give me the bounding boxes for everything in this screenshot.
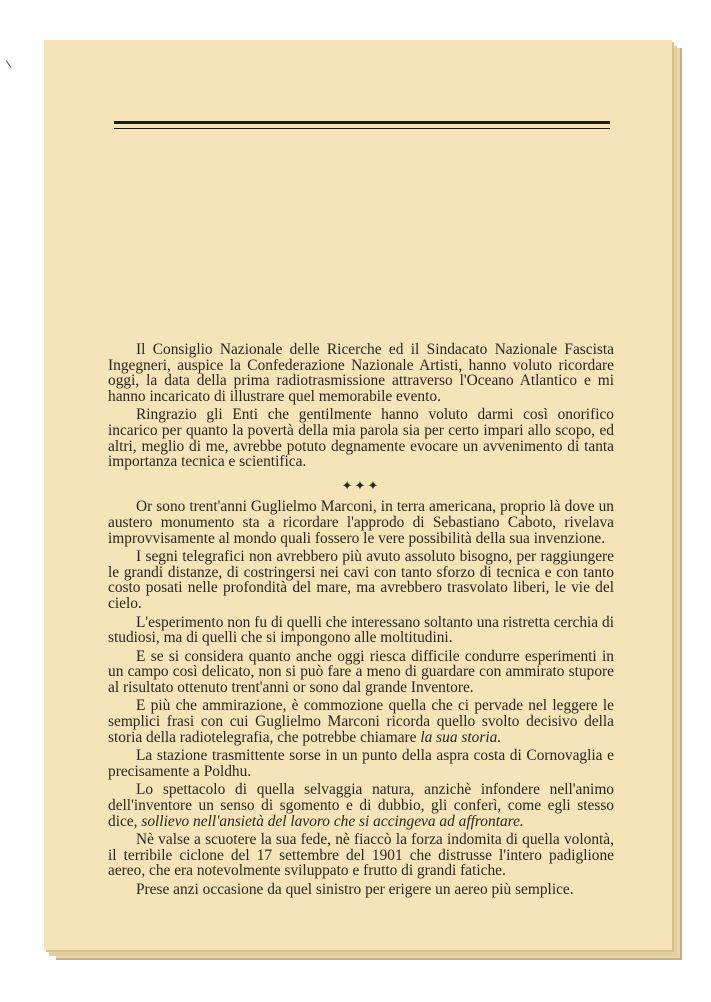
header-rule-thick bbox=[114, 121, 610, 124]
section-ornament: ✦✦✦ bbox=[341, 477, 381, 493]
body-paragraph-3: L'esperimento non fu di quelli che interessano soltanto una ristretta cerchia di studiosi, ma di quelli che si impongono alle moltitudini. bbox=[108, 613, 614, 647]
body-paragraph-5-text: E più che ammirazione, è commozione quella che ci pervade nel leggere le semplici frasi con cui Guglielmo Marconi ricorda quello svolto decisivo della storia della radiotelegrafia, che potrebbe chiamare bbox=[108, 697, 614, 746]
scan-mark bbox=[6, 60, 11, 67]
page-text bbox=[108, 342, 614, 901]
body-paragraph-5 bbox=[108, 698, 614, 745]
body-paragraph-7 bbox=[108, 782, 614, 829]
body-paragraph-6: La stazione trasmittente sorse in un punto della aspra costa di Cornovaglia e precisamente a Poldhu. bbox=[108, 747, 614, 780]
intro-paragraph-1: Il Consiglio Nazionale delle Ricerche ed il Sindacato Nazionale Fascista Ingegneri, auspice la Confederazione Nazionale Artisti, hanno voluto ricordare oggi, la data della prima radiotrasmissione attraverso l'Oceano Atlantico e mi hanno incaricato di illustrare quel memorabile evento. bbox=[108, 341, 614, 405]
body-paragraph-1: Or sono trent'anni Guglielmo Marconi, in terra americana, proprio là dove un austero monumento sta a ricordare l'approdo di Sebastiano Caboto, rivelava improvvisamente al mondo quali fossero le vere possibilità della sua invenzione. bbox=[108, 498, 614, 547]
body-paragraph-8: Nè valse a scuotere la sua fede, nè fiaccò la forza indomita di quella volontà, il terribile ciclone del 17 settembre del 1901 che distrusse l'intero padiglione aereo, che era notevolmente sviluppato e frutto di grandi fatiche. bbox=[108, 831, 614, 880]
body-paragraph-9: Prese anzi occasione da quel sinistro per erigere un aereo più semplice. bbox=[136, 881, 574, 898]
body-paragraph-5-italic: la sua storia. bbox=[420, 728, 502, 746]
body-paragraph-2: I segni telegrafici non avrebbero più avuto assoluto bisogno, per raggiungere le grandi distanze, di costringersi nei cavi con tanto sforzo di tecnica e con tanto costo posati nelle profondità del mare, ma avrebbero trasvolato liberi, le vie del cielo. bbox=[108, 548, 614, 612]
header-rule-thin bbox=[114, 128, 610, 129]
body-paragraph-7-italic: sollievo nell'ansietà del lavoro che si accingeva ad affrontare. bbox=[141, 812, 524, 830]
document-page bbox=[44, 40, 672, 950]
body-paragraph-4: E se si considera quanto anche oggi riesca difficile condurre esperimenti in un campo così delicato, non si può fare a meno di guardare con ammirato stupore al risultato ottenuto trent'anni or sono dal grande Inventore. bbox=[108, 647, 614, 696]
intro-paragraph-2: Ringrazio gli Enti che gentilmente hanno voluto darmi così onorifico incarico per quanto la povertà della mia parola sia per certo impari allo scopo, ed altri, meglio di me, avrebbe potuto degnamente evocare un avvenimento di tanta importanza tecnica e scientifica. bbox=[108, 406, 614, 471]
body-paragraph-7-text: Lo spettacolo di quella selvaggia natura, anzichè infondere nell'animo dell'inventore un senso di sgomento e di dubbio, gli conferì, come egli stesso dice, bbox=[108, 781, 614, 830]
